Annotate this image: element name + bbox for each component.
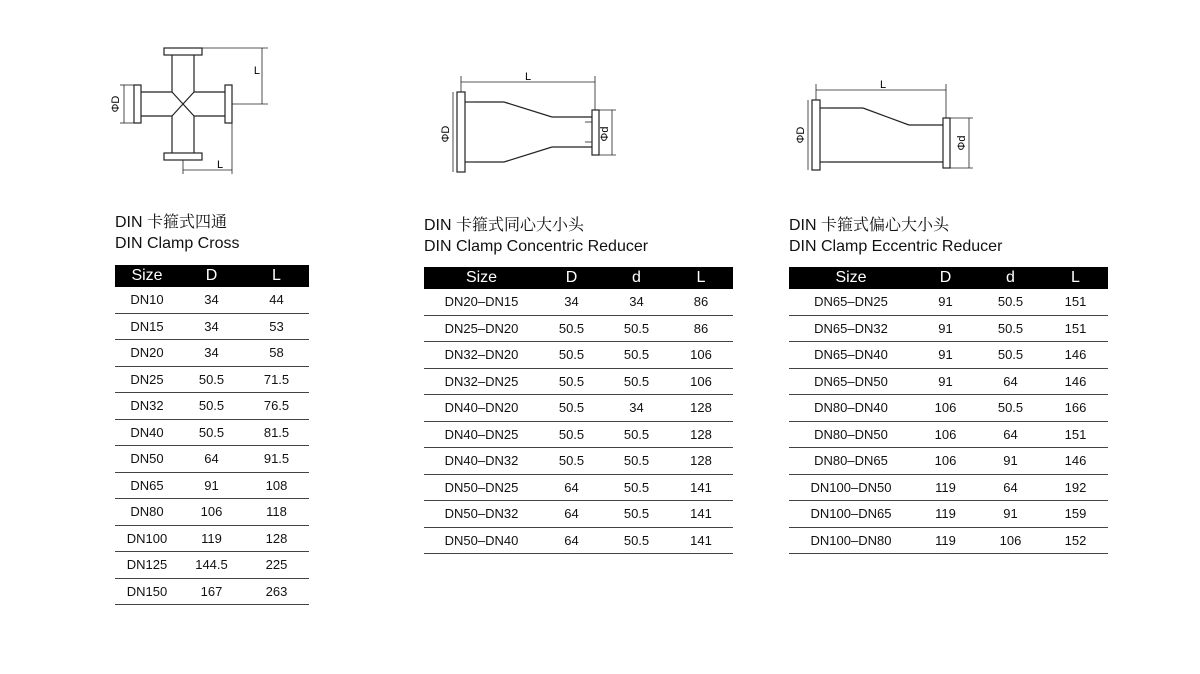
table-row bbox=[789, 289, 1108, 315]
table-row bbox=[789, 474, 1108, 501]
cell-size: DN100–DN80 bbox=[789, 527, 913, 554]
cell-l: 128 bbox=[669, 395, 733, 422]
table-row bbox=[424, 368, 733, 395]
cell-l: 76.5 bbox=[244, 393, 309, 420]
table-row bbox=[789, 315, 1108, 342]
column-header-size: Size bbox=[789, 267, 913, 289]
cell-l: 151 bbox=[1043, 421, 1108, 448]
cell-d-big: 91 bbox=[913, 315, 978, 342]
cell-d-small: 64 bbox=[978, 421, 1043, 448]
cell-l: 151 bbox=[1043, 315, 1108, 342]
table-row bbox=[424, 342, 733, 369]
eccentric-title-en: DIN Clamp Eccentric Reducer bbox=[789, 238, 1003, 255]
concentric-title-cn: DIN 卡箍式同心大小头 bbox=[424, 217, 585, 234]
eccentric-dim-big-label: ΦD bbox=[795, 126, 807, 144]
cell-l: 44 bbox=[244, 287, 309, 313]
cell-size: DN50 bbox=[115, 446, 179, 473]
cell-l: 81.5 bbox=[244, 419, 309, 446]
cell-d-small: 91 bbox=[978, 448, 1043, 475]
table-row bbox=[115, 287, 309, 313]
table-row bbox=[115, 499, 309, 526]
column-header-size: Size bbox=[424, 267, 539, 289]
cell-size: DN150 bbox=[115, 578, 179, 605]
cell-d-big: 64 bbox=[539, 527, 604, 554]
cell-d-big: 119 bbox=[913, 474, 978, 501]
cell-d-small: 50.5 bbox=[978, 289, 1043, 315]
cross-title-en: DIN Clamp Cross bbox=[115, 235, 240, 252]
cell-d-small: 50.5 bbox=[604, 315, 669, 342]
cell-d-big: 106 bbox=[913, 395, 978, 422]
cell-l: 146 bbox=[1043, 342, 1108, 369]
cell-l: 118 bbox=[244, 499, 309, 526]
eccentric-reducer-drawing bbox=[795, 78, 985, 178]
cell-l: 106 bbox=[669, 342, 733, 369]
cell-d: 34 bbox=[179, 287, 244, 313]
cell-d-small: 50.5 bbox=[978, 315, 1043, 342]
table-row bbox=[115, 552, 309, 579]
cell-size: DN100–DN50 bbox=[789, 474, 913, 501]
cell-size: DN25–DN20 bbox=[424, 315, 539, 342]
cell-size: DN40–DN32 bbox=[424, 448, 539, 475]
cell-d: 50.5 bbox=[179, 419, 244, 446]
column-header-d-small: d bbox=[604, 267, 669, 289]
table-row bbox=[424, 527, 733, 554]
table-row bbox=[789, 527, 1108, 554]
cell-size: DN20 bbox=[115, 340, 179, 367]
table-row bbox=[789, 501, 1108, 528]
concentric-spec-table bbox=[424, 267, 733, 554]
cell-l: 128 bbox=[669, 448, 733, 475]
concentric-dim-small-label: Φd bbox=[599, 126, 611, 142]
cell-l: 166 bbox=[1043, 395, 1108, 422]
cell-size: DN10 bbox=[115, 287, 179, 313]
table-row bbox=[424, 474, 733, 501]
cell-d-small: 106 bbox=[978, 527, 1043, 554]
cell-d: 34 bbox=[179, 313, 244, 340]
table-row bbox=[789, 421, 1108, 448]
cell-l: 141 bbox=[669, 474, 733, 501]
cell-d-big: 34 bbox=[539, 289, 604, 315]
cell-l: 128 bbox=[669, 421, 733, 448]
cell-d-small: 50.5 bbox=[604, 368, 669, 395]
cell-d-big: 119 bbox=[913, 527, 978, 554]
column-header-size: Size bbox=[115, 265, 179, 287]
cell-l: 71.5 bbox=[244, 366, 309, 393]
cell-size: DN100–DN65 bbox=[789, 501, 913, 528]
cell-size: DN65–DN25 bbox=[789, 289, 913, 315]
cell-d-big: 106 bbox=[913, 421, 978, 448]
cell-d-small: 50.5 bbox=[604, 474, 669, 501]
column-header-d-big: D bbox=[539, 267, 604, 289]
table-row bbox=[789, 395, 1108, 422]
cell-size: DN125 bbox=[115, 552, 179, 579]
table-row bbox=[115, 393, 309, 420]
table-row bbox=[115, 313, 309, 340]
table-header-row bbox=[115, 265, 309, 287]
table-header-row bbox=[424, 267, 733, 289]
table-row bbox=[115, 366, 309, 393]
cell-size: DN100 bbox=[115, 525, 179, 552]
cell-d-big: 50.5 bbox=[539, 421, 604, 448]
cell-l: 106 bbox=[669, 368, 733, 395]
table-row bbox=[789, 448, 1108, 475]
cell-d-small: 64 bbox=[978, 368, 1043, 395]
cell-d-big: 106 bbox=[913, 448, 978, 475]
cell-size: DN32–DN25 bbox=[424, 368, 539, 395]
table-row bbox=[424, 289, 733, 315]
cell-l: 141 bbox=[669, 527, 733, 554]
cell-size: DN80–DN40 bbox=[789, 395, 913, 422]
table-row bbox=[115, 446, 309, 473]
cell-l: 141 bbox=[669, 501, 733, 528]
table-row bbox=[789, 368, 1108, 395]
cell-d: 34 bbox=[179, 340, 244, 367]
cell-d-small: 91 bbox=[978, 501, 1043, 528]
cell-d-big: 91 bbox=[913, 289, 978, 315]
concentric-reducer-drawing bbox=[440, 70, 640, 180]
column-header-d-small: d bbox=[978, 267, 1043, 289]
cell-d-big: 50.5 bbox=[539, 368, 604, 395]
cell-d: 119 bbox=[179, 525, 244, 552]
cell-l: 151 bbox=[1043, 289, 1108, 315]
cell-l: 128 bbox=[244, 525, 309, 552]
cross-title-cn: DIN 卡箍式四通 bbox=[115, 214, 228, 231]
table-row bbox=[424, 448, 733, 475]
cell-d-small: 34 bbox=[604, 289, 669, 315]
concentric-title-en: DIN Clamp Concentric Reducer bbox=[424, 238, 649, 255]
cell-d-big: 50.5 bbox=[539, 342, 604, 369]
cell-d-small: 50.5 bbox=[978, 395, 1043, 422]
cell-d-small: 50.5 bbox=[604, 527, 669, 554]
cross-drawing bbox=[110, 40, 280, 180]
cell-l: 225 bbox=[244, 552, 309, 579]
cell-size: DN50–DN32 bbox=[424, 501, 539, 528]
cell-d: 64 bbox=[179, 446, 244, 473]
cell-size: DN20–DN15 bbox=[424, 289, 539, 315]
cell-size: DN40–DN20 bbox=[424, 395, 539, 422]
cell-d-small: 64 bbox=[978, 474, 1043, 501]
cross-dim-l-right-label: L bbox=[253, 65, 260, 77]
cell-size: DN80–DN50 bbox=[789, 421, 913, 448]
eccentric-title-cn: DIN 卡箍式偏心大小头 bbox=[789, 217, 950, 234]
cross-dim-d-label: ΦD bbox=[110, 95, 122, 113]
cell-d-big: 91 bbox=[913, 368, 978, 395]
table-row bbox=[115, 472, 309, 499]
cell-l: 58 bbox=[244, 340, 309, 367]
cell-size: DN15 bbox=[115, 313, 179, 340]
cell-l: 86 bbox=[669, 315, 733, 342]
cell-d-big: 119 bbox=[913, 501, 978, 528]
table-row bbox=[424, 421, 733, 448]
table-row bbox=[424, 501, 733, 528]
cell-d: 167 bbox=[179, 578, 244, 605]
cell-size: DN50–DN25 bbox=[424, 474, 539, 501]
cell-l: 263 bbox=[244, 578, 309, 605]
cell-l: 91.5 bbox=[244, 446, 309, 473]
cell-d-small: 50.5 bbox=[978, 342, 1043, 369]
cell-d-small: 50.5 bbox=[604, 448, 669, 475]
cross-dim-l-bottom-label: L bbox=[216, 159, 224, 171]
cell-d-big: 64 bbox=[539, 501, 604, 528]
eccentric-dim-l-label: L bbox=[879, 79, 887, 91]
cell-size: DN32–DN20 bbox=[424, 342, 539, 369]
cell-l: 146 bbox=[1043, 448, 1108, 475]
concentric-dim-l-label: L bbox=[524, 71, 532, 83]
cell-size: DN25 bbox=[115, 366, 179, 393]
cell-d-small: 50.5 bbox=[604, 342, 669, 369]
cell-d: 50.5 bbox=[179, 366, 244, 393]
cell-l: 53 bbox=[244, 313, 309, 340]
cell-d-big: 50.5 bbox=[539, 315, 604, 342]
cell-d: 50.5 bbox=[179, 393, 244, 420]
column-header-d-big: D bbox=[913, 267, 978, 289]
cell-size: DN32 bbox=[115, 393, 179, 420]
cell-d-small: 50.5 bbox=[604, 501, 669, 528]
cell-size: DN65 bbox=[115, 472, 179, 499]
cell-l: 108 bbox=[244, 472, 309, 499]
cell-d-small: 50.5 bbox=[604, 421, 669, 448]
column-header-d: D bbox=[179, 265, 244, 287]
eccentric-spec-table bbox=[789, 267, 1108, 554]
cell-l: 159 bbox=[1043, 501, 1108, 528]
cell-size: DN40 bbox=[115, 419, 179, 446]
cell-size: DN50–DN40 bbox=[424, 527, 539, 554]
cross-spec-table bbox=[115, 265, 309, 605]
cell-d-big: 91 bbox=[913, 342, 978, 369]
cell-d: 91 bbox=[179, 472, 244, 499]
cell-size: DN40–DN25 bbox=[424, 421, 539, 448]
table-row bbox=[115, 578, 309, 605]
cell-l: 192 bbox=[1043, 474, 1108, 501]
cell-d-big: 50.5 bbox=[539, 448, 604, 475]
cell-size: DN65–DN50 bbox=[789, 368, 913, 395]
eccentric-dim-small-label: Φd bbox=[956, 135, 968, 151]
column-header-l: L bbox=[1043, 267, 1108, 289]
cell-size: DN65–DN32 bbox=[789, 315, 913, 342]
table-row bbox=[424, 315, 733, 342]
cell-d-big: 50.5 bbox=[539, 395, 604, 422]
cell-d: 106 bbox=[179, 499, 244, 526]
column-header-l: L bbox=[669, 267, 733, 289]
cell-l: 146 bbox=[1043, 368, 1108, 395]
cell-d: 144.5 bbox=[179, 552, 244, 579]
table-row bbox=[115, 419, 309, 446]
cell-d-small: 34 bbox=[604, 395, 669, 422]
table-row bbox=[424, 395, 733, 422]
cell-size: DN80–DN65 bbox=[789, 448, 913, 475]
column-header-l: L bbox=[244, 265, 309, 287]
table-header-row bbox=[789, 267, 1108, 289]
cell-l: 86 bbox=[669, 289, 733, 315]
table-row bbox=[115, 525, 309, 552]
table-row bbox=[789, 342, 1108, 369]
cell-l: 152 bbox=[1043, 527, 1108, 554]
table-row bbox=[115, 340, 309, 367]
cell-size: DN80 bbox=[115, 499, 179, 526]
cell-size: DN65–DN40 bbox=[789, 342, 913, 369]
cell-d-big: 64 bbox=[539, 474, 604, 501]
concentric-dim-big-label: ΦD bbox=[440, 125, 452, 143]
